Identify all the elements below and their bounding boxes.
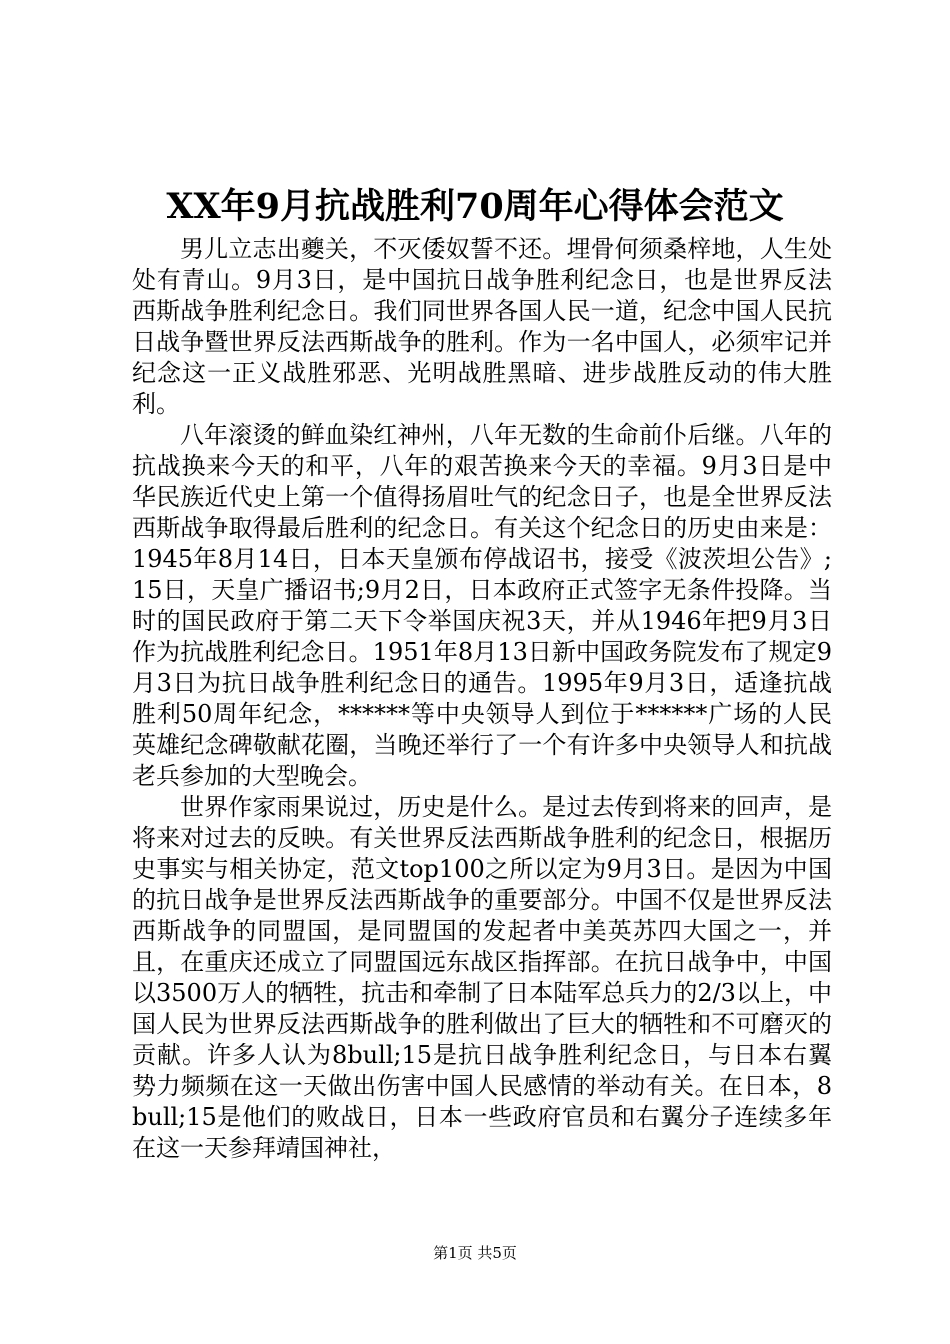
document-title: XX年9月抗战胜利70周年心得体会范文 (166, 186, 784, 227)
paragraph-3: 世界作家雨果说过，历史是什么。是过去传到将来的回声，是将来对过去的反映。有关世界反法西斯战争胜利的纪念日，根据历史事实与相关协定，范文top100之所以定为9月3日。是因为中国的抗日战争是世界反法西斯战争的重要部分。中国不仅是世界反法西斯战争的同盟国，是同盟国的发起者中美英苏四大国之一，并且，在重庆还成立了同盟国远东战区指挥部。在抗日战争中，中国以3500万人的牺牲，抗击和牵制了日本陆军总兵力的2/3以上，中国人民为世界反法西斯战争的胜利做出了巨大的牺牲和不可磨灭的贡献。许多人认为8bull;15是抗日战争胜利纪念日，与日本右翼势力频频在这一天做出伤害中国人民感情的举动有关。在日本，8bull;15是他们的败战日，日本一些政府官员和右翼分子连续多年在这一天参拜靖国神社， (132, 793, 832, 1162)
paragraph-1: 男儿立志出夔关，不灭倭奴誓不还。埋骨何须桑梓地，人生处处有青山。9月3日，是中国抗日战争胜利纪念日，也是世界反法西斯战争胜利纪念日。我们同世界各国人民一道，纪念中国人民抗日战争暨世界反法西斯战争的胜利。作为一名中国人，必须牢记并纪念这一正义战胜邪恶、光明战胜黑暗、进步战胜反动的伟大胜利。 (132, 235, 832, 418)
page-number-footer: 第1页 共5页 (433, 1244, 517, 1262)
document-body (132, 234, 832, 1164)
paragraph-2: 八年滚烫的鲜血染红神州，八年无数的生命前仆后继。八年的抗战换来今天的和平，八年的艰苦换来今天的幸福。9月3日是中华民族近代史上第一个值得扬眉吐气的纪念日子，也是全世界反法西斯战争取得最后胜利的纪念日。有关这个纪念日的历史由来是：1945年8月14日，日本天皇颁布停战诏书，接受《波茨坦公告》;15日，天皇广播诏书;9月2日，日本政府正式签字无条件投降。当时的国民政府于第二天下令举国庆祝3天，并从1946年把9月3日作为抗战胜利纪念日。1951年8月13日新中国政务院发布了规定9月3日为抗日战争胜利纪念日的通告。1995年9月3日，适逢抗战胜利50周年纪念，******等中央领导人到位于******广场的人民英雄纪念碑敬献花圈，当晚还举行了一个有许多中央领导人和抗战老兵参加的大型晚会。 (132, 421, 832, 790)
